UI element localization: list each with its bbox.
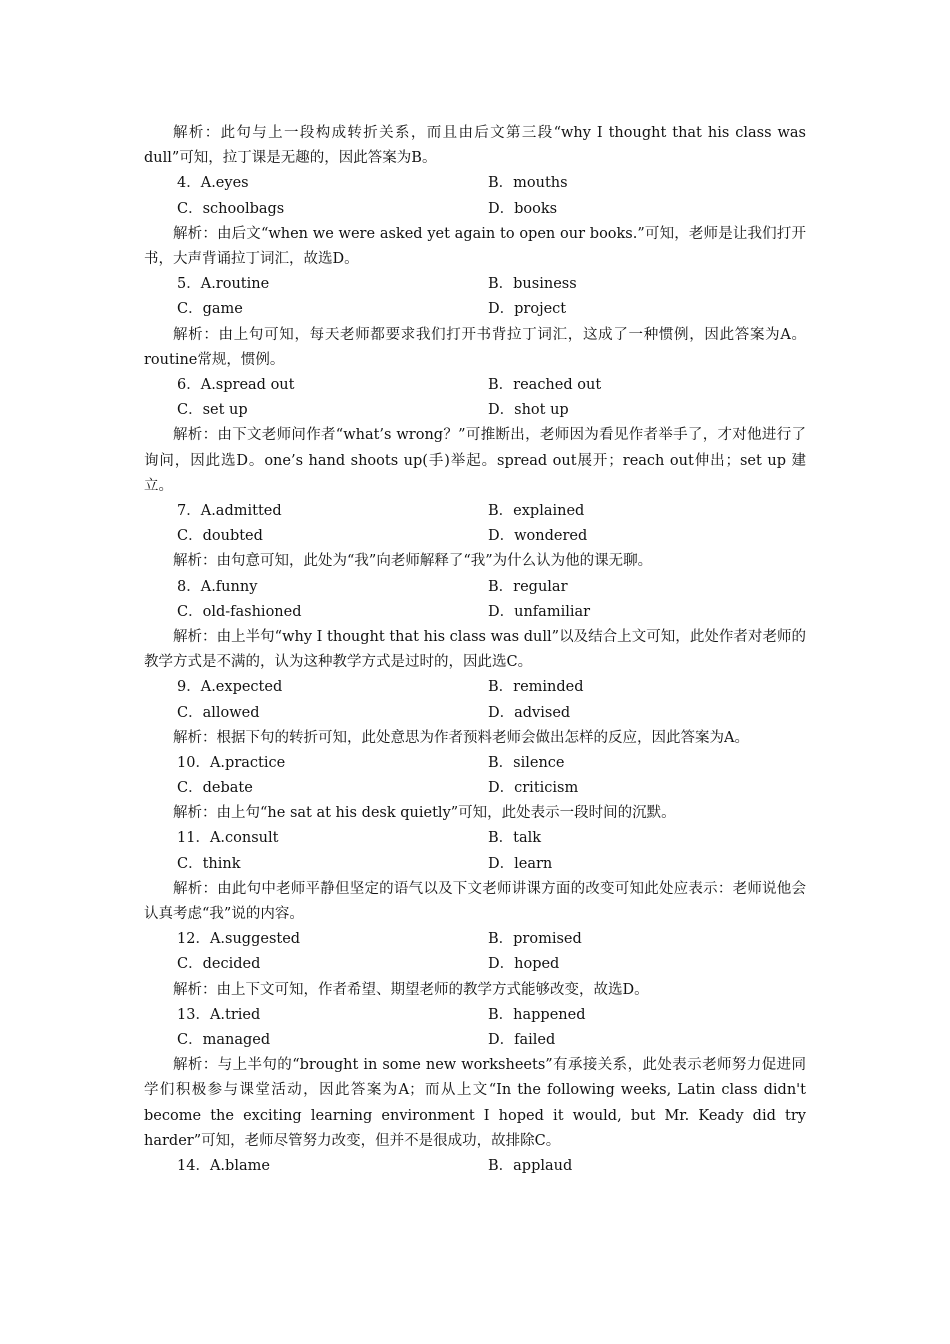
option-7-a: 7．A.admitted: [177, 502, 282, 519]
explanation-11: 解析：由此句中老师平静但坚定的语气以及下文老师讲课方面的改变可知此处应表示：老师说他会认真考虑“我”说的内容。: [144, 880, 806, 923]
option-13-d: D．failed: [488, 1032, 556, 1049]
options-row-5-ab: [144, 272, 806, 297]
option-6-c: C．set up: [177, 402, 248, 419]
option-14-a: 14．A.blame: [177, 1158, 270, 1175]
explanation-4: 解析：由后文“when we were asked yet again to open our books.”可知，老师是让我们打开书，大声背诵拉丁词汇，故选D。: [144, 225, 806, 267]
option-12-d: D．hoped: [488, 956, 560, 973]
explanation-8: 解析：由上半句“why I thought that his class was dull”以及结合上文可知，此处作者对老师的教学方式是不满的，认为这种教学方式是过时的，因此选C。: [144, 628, 806, 671]
option-11-a: 11．A.consult: [177, 830, 279, 847]
options-row-9-ab: [144, 675, 806, 700]
option-8-a: 8．A.funny: [177, 578, 258, 595]
options-row-12-cd: [144, 952, 806, 977]
option-7-c: C．doubted: [177, 528, 263, 545]
options-row-9-cd: [144, 701, 806, 726]
option-4-a: 4．A.eyes: [177, 175, 249, 192]
option-12-c: C．decided: [177, 956, 261, 973]
options-row-8-ab: [144, 575, 806, 600]
option-9-a: 9．A.expected: [177, 679, 283, 696]
option-4-b: B．mouths: [488, 175, 568, 192]
option-6-a: 6．A.spread out: [177, 376, 295, 393]
option-8-d: D．unfamiliar: [488, 603, 591, 620]
option-5-b: B．business: [488, 276, 577, 293]
options-row-10-ab: [144, 751, 806, 776]
options-row-5-cd: [144, 297, 806, 322]
option-7-d: D．wondered: [488, 528, 588, 545]
options-row-13-ab: [144, 1003, 806, 1028]
explanation-6: 解析：由下文老师问作者“what’s wrong？”可推断出，老师因为看见作者举手了，才对他进行了询问，因此选D。one’s hand shoots up(手)举起。spread out展开；reach out伸出；set up 建立。: [144, 427, 806, 494]
document-page: [144, 121, 806, 1179]
options-row-7-ab: [144, 499, 806, 524]
option-13-c: C．managed: [177, 1032, 271, 1049]
options-row-7-cd: [144, 524, 806, 549]
option-7-b: B．explained: [488, 502, 585, 519]
option-9-b: B．reminded: [488, 679, 584, 696]
options-row-6-cd: [144, 398, 806, 423]
option-14-b: B．applaud: [488, 1158, 573, 1175]
options-row-14-ab: [144, 1154, 806, 1179]
option-8-b: B．regular: [488, 578, 568, 595]
options-row-12-ab: [144, 927, 806, 952]
option-5-c: C．game: [177, 301, 243, 318]
option-5-a: 5．A.routine: [177, 276, 270, 293]
explanation-10: 解析：由上句“he sat at his desk quietly”可知，此处表示一段时间的沉默。: [173, 805, 676, 822]
option-10-a: 10．A.practice: [177, 754, 286, 771]
option-4-c: C．schoolbags: [177, 200, 285, 217]
explanation-7: 解析：由句意可知，此处为“我”向老师解释了“我”为什么认为他的课无聊。: [173, 553, 653, 570]
option-10-c: C．debate: [177, 780, 253, 797]
explanation-13: 解析：与上半句的“brought in some new worksheets”有承接关系，此处表示老师努力促进同学们积极参与课堂活动，因此答案为A；而从上文“In the following weeks, Latin class didn't become the exciting learning environment I hoped it would, but Mr. Keady did try harder”可知，老师尽管努力改变，但并不是很成功，故排除C。: [144, 1057, 806, 1149]
option-10-d: D．criticism: [488, 780, 579, 797]
option-11-d: D．learn: [488, 855, 553, 872]
explanation-3: 解析：此句与上一段构成转折关系，而且由后文第三段“why I thought that his class was dull”可知，拉丁课是无趣的，因此答案为B。: [144, 125, 806, 167]
explanation-5: 解析：由上句可知，每天老师都要求我们打开书背拉丁词汇，这成了一种惯例，因此答案为A。routine常规，惯例。: [144, 326, 806, 368]
options-row-4-ab: [144, 171, 806, 196]
options-row-4-cd: [144, 197, 806, 222]
options-row-6-ab: [144, 373, 806, 398]
option-11-b: B．talk: [488, 830, 542, 847]
options-row-13-cd: [144, 1028, 806, 1053]
option-12-b: B．promised: [488, 931, 582, 948]
option-8-c: C．old-fashioned: [177, 603, 302, 620]
explanation-9: 解析：根据下句的转折可知，此处意思为作者预料老师会做出怎样的反应，因此答案为A。: [173, 729, 749, 746]
option-11-c: C．think: [177, 855, 241, 872]
option-9-d: D．advised: [488, 704, 571, 721]
option-13-a: 13．A.tried: [177, 1006, 261, 1023]
options-row-8-cd: [144, 600, 806, 625]
option-6-d: D．shot up: [488, 402, 569, 419]
option-4-d: D．books: [488, 200, 558, 217]
explanation-12: 解析：由上下文可知，作者希望、期望老师的教学方式能够改变，故选D。: [173, 981, 649, 998]
option-9-c: C．allowed: [177, 704, 260, 721]
option-10-b: B．silence: [488, 754, 565, 771]
options-row-11-ab: [144, 826, 806, 851]
option-5-d: D．project: [488, 301, 567, 318]
option-12-a: 12．A.suggested: [177, 931, 301, 948]
option-13-b: B．happened: [488, 1006, 586, 1023]
option-6-b: B．reached out: [488, 376, 602, 393]
options-row-11-cd: [144, 852, 806, 877]
options-row-10-cd: [144, 776, 806, 801]
